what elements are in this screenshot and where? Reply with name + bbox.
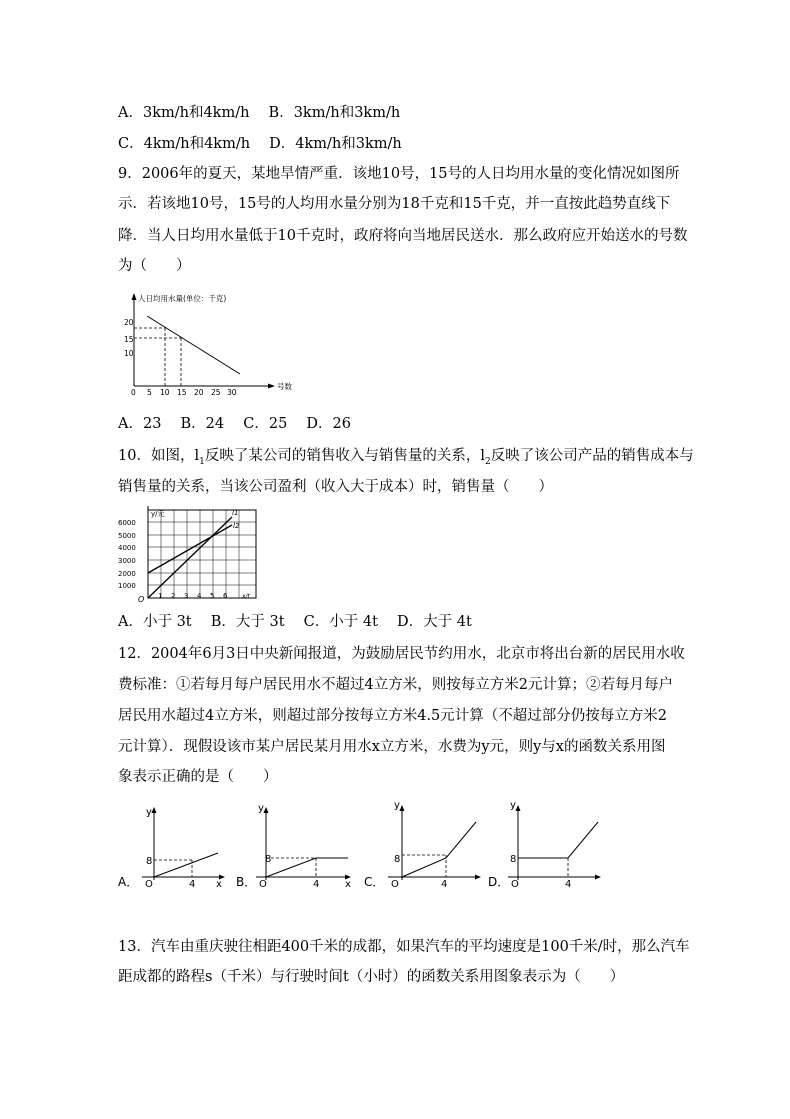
q12-graph-a [118, 798, 230, 892]
q12-b-y-arrow [264, 807, 269, 813]
q12-a-val-8: 8 [146, 856, 153, 867]
q12-a-origin: O [145, 879, 153, 890]
q12-c-line [402, 822, 476, 877]
q12-graph-a-label: A． [118, 875, 139, 889]
q8-options-line-2: C．4km/h和4km/h D．4km/h和3km/h [118, 136, 402, 152]
q9-xtick-15: 15 [177, 388, 187, 397]
q12-graph-d-label: D． [488, 875, 510, 889]
q9-xtick-25: 25 [211, 388, 221, 397]
q10-options: A．小于 3t B．大于 3t C．小于 4t D．大于 4t [118, 614, 472, 630]
q9-ytick-15: 15 [124, 335, 134, 344]
q9-water-chart [112, 290, 292, 400]
q12-graph-b-label: B． [236, 875, 257, 889]
q13-text-line-2: 距成都的路程s（千米）与行驶时间t（小时）的函数关系用图象表示为（ ） [118, 969, 625, 985]
q12-graph-b [236, 798, 356, 892]
q9-xtick-30: 30 [227, 388, 237, 397]
q10-origin: O [138, 595, 145, 604]
q9-text-line-1: 9．2006年的夏天，某地旱情严重．该地10号，15号的人日均用水量的变化情况如图所 [118, 166, 680, 182]
q12-b-line [266, 858, 348, 877]
q10-xtick-2: 2 [171, 592, 176, 600]
q10-ytick-5000: 5000 [118, 532, 136, 540]
q10-ytick-2000: 2000 [118, 570, 136, 578]
q9-ytick-20: 20 [124, 318, 134, 327]
q12-d-line [518, 822, 598, 858]
q12-text-line-5: 象表示正确的是（ ） [118, 769, 278, 785]
q9-xtick-5: 5 [147, 388, 152, 397]
q10-xtick-4: 4 [197, 592, 202, 600]
q12-text-line-2: 费标准：①若每月每户居民用水不超过4立方米，则按每立方米2元计算；②若每月每户 [118, 677, 673, 693]
q12-c-val-8: 8 [394, 854, 401, 865]
q12-b-val-8: 8 [265, 854, 272, 865]
q10-label-l2: l2 [233, 522, 240, 530]
q12-c-origin: O [391, 879, 399, 890]
q10-label-l1: l1 [232, 509, 239, 517]
q10-ytick-6000: 6000 [118, 519, 136, 527]
q12-text-line-4: 元计算）．现假设该市某户居民某月用水x立方米，水费为y元，则y与x的函数关系用图 [118, 739, 666, 755]
q9-text-line-3: 降．当人日均用水量低于10千克时，政府将向当地居民送水．那么政府应开始送水的号数 [118, 228, 688, 244]
q12-text-line-1: 12．2004年6月3日中央新闻报道，为鼓励居民节约用水，北京市将出台新的居民用水收 [118, 646, 685, 662]
q9-xtick-20: 20 [194, 388, 204, 397]
q10-grid [148, 510, 256, 598]
q10-ytick-3000: 3000 [118, 557, 136, 565]
q12-c-y-label: y [394, 800, 400, 811]
q12-d-x-arrow [595, 875, 601, 880]
q10-line-l1 [148, 517, 232, 598]
q9-xtick-10: 10 [160, 388, 170, 397]
q12-a-y-arrow [152, 807, 157, 813]
q12-d-val-4: 4 [565, 879, 572, 890]
q12-a-y-label: y [146, 807, 152, 818]
q12-graph-c [364, 798, 488, 892]
q12-b-y-label: y [258, 803, 264, 814]
q9-y-axis-arrow [132, 293, 137, 300]
q10-sales-chart [118, 504, 260, 604]
q9-x-axis-arrow [268, 384, 275, 389]
q12-b-val-4: 4 [313, 879, 320, 890]
q12-b-origin: O [259, 879, 267, 890]
q10-text-line-1: 10．如图，$l_1$反映了某公司的销售收入与销售量的关系，$l_2$反映了该公司产品的销售成本与 [118, 448, 694, 467]
q9-text-line-4: 为（ ） [118, 258, 191, 274]
q12-a-line [154, 853, 218, 877]
q10-line-l2 [148, 525, 232, 573]
q12-d-val-8: 8 [510, 854, 517, 865]
q12-d-origin: O [511, 879, 519, 890]
q12-text-line-3: 居民用水超过4立方米，则超过部分按每立方米4.5元计算（不超过部分仍按每立方米2 [118, 708, 668, 724]
q12-c-y-arrow [400, 805, 405, 811]
q12-c-x-arrow [475, 875, 481, 880]
q10-text-line-2: 销售量的关系，当该公司盈利（收入大于成本）时，销售量（ ） [118, 479, 553, 495]
q10-y-label: y/元 [151, 510, 165, 518]
q12-a-x-label: x [216, 879, 222, 890]
q10-ytick-4000: 4000 [118, 544, 136, 552]
q12-d-y-arrow [516, 805, 521, 811]
q13-text-line-1: 13．汽车由重庆驶往相距400千米的成都，如果汽车的平均速度是100千米/时，那么汽车 [118, 939, 690, 955]
q10-ytick-1000: 1000 [118, 582, 136, 590]
q10-xtick-3: 3 [184, 592, 189, 600]
q12-d-y-label: y [510, 800, 516, 811]
q10-xtick-6: 6 [223, 592, 228, 600]
q12-graph-d [488, 798, 610, 892]
q8-options-line-1: A．3km/h和4km/h B．3km/h和3km/h [118, 105, 401, 121]
q10-xtick-1: 1 [158, 592, 163, 600]
q9-xtick-0: 0 [131, 388, 136, 397]
q12-a-val-4: 4 [189, 879, 196, 890]
q12-b-x-label: x [345, 879, 351, 890]
q9-x-label: 号数 [277, 382, 292, 391]
q12-c-val-4: 4 [441, 879, 448, 890]
q12-graph-c-label: C． [364, 875, 385, 889]
q9-y-label: 人日均用水量(单位：千克) [138, 294, 227, 303]
q10-x-label: x/t [242, 593, 250, 600]
q9-options: A．23 B．24 C．25 D．26 [118, 416, 351, 432]
q10-xtick-5: 5 [210, 592, 215, 600]
q9-ytick-10: 10 [124, 349, 134, 358]
q9-text-line-2: 示．若该地10号，15号的人均用水量分别为18千克和15千克，并一直按此趋势直线下 [118, 196, 671, 212]
q9-trend-line [147, 316, 240, 374]
